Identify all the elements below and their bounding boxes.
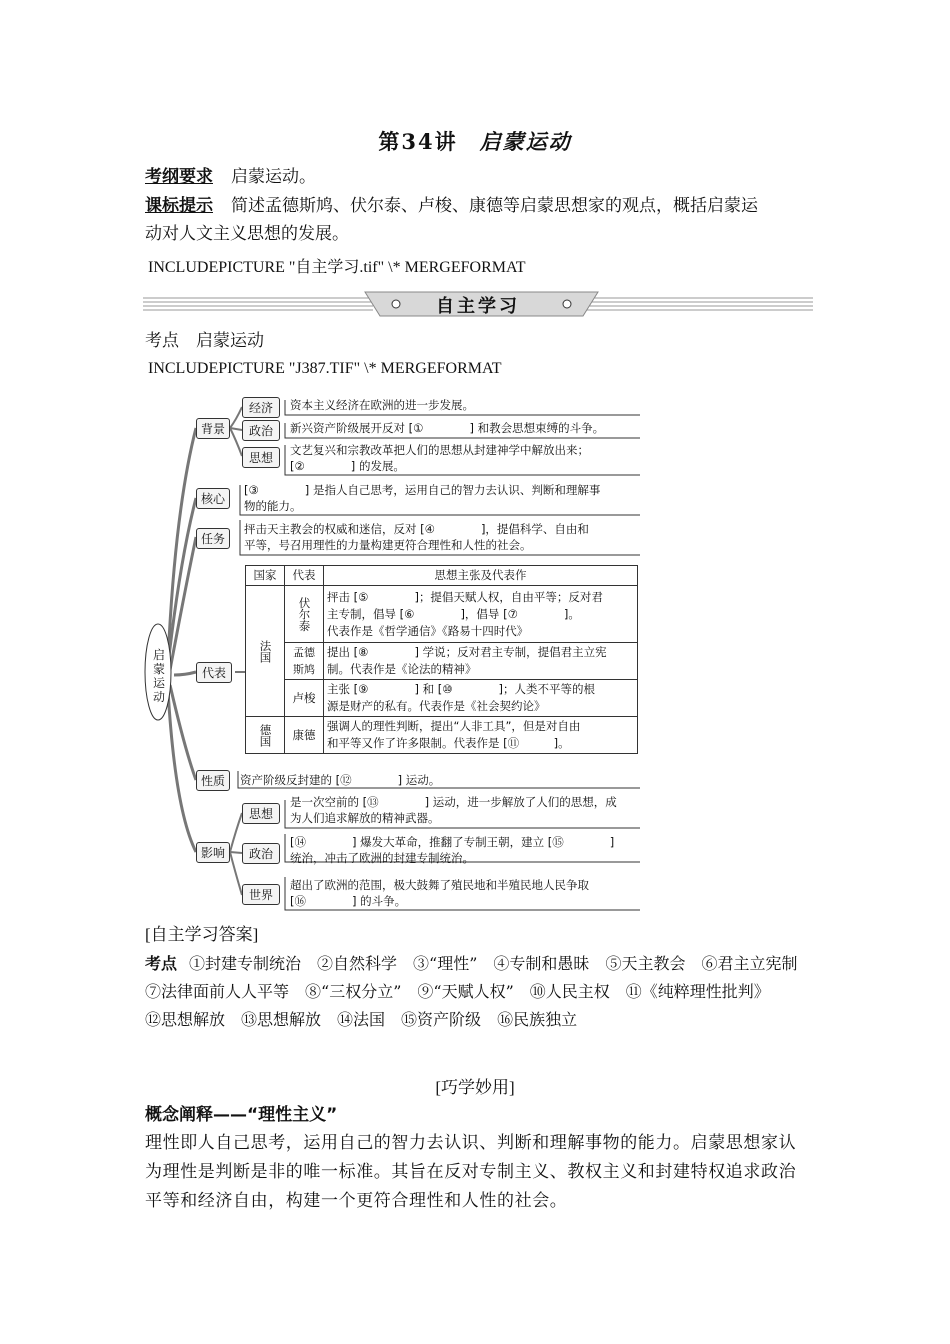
kagang-line	[145, 164, 316, 191]
montesquieu-ideas: 提出 [⑧ ] 学说；反对君主专制，提倡君主立宪 制。代表作是《论法的精神》	[324, 643, 638, 680]
hexin-text-1: [③ ] 是指人自己思考，运用自己的智力去认识、判断和理解事	[244, 483, 601, 497]
kagang-label: 考纲要求	[145, 167, 213, 187]
y-shijie-text-2: [⑯ ] 的斗争。	[290, 894, 407, 908]
rousseau-ideas: 主张 [⑨ ] 和 [⑩ ]；人类不平等的根 源是财产的私有。代表作是《社会契约论》	[324, 680, 638, 717]
node-yingxiang: 影响	[196, 842, 230, 863]
country-germany: 德国	[246, 717, 285, 754]
answers-heading: [自主学习答案]	[145, 925, 259, 944]
answer-item: ⑤天主教会	[605, 954, 686, 973]
answer-item: ②自然科学	[317, 954, 398, 973]
renwu-text-1: 抨击天主教会的权威和迷信，反对 [④ ]，提倡科学、自由和	[244, 522, 589, 536]
answer-item: ⑨“天赋人权”	[417, 982, 514, 1001]
kebiao-label: 课标提示	[145, 196, 213, 216]
includepicture-field-2: INCLUDEPICTURE "J387.TIF" \* MERGEFORMAT	[148, 360, 502, 377]
y-sixiang-text-2: 为人们追求解放的精神武器。	[290, 811, 440, 825]
xingzhi-text: 资产阶级反封建的 [⑫ ] 运动。	[240, 773, 441, 787]
answer-item: ③“理性”	[413, 954, 478, 973]
y-zhengzhi-text-2: 统治，冲击了欧洲的封建专制统治。	[290, 851, 474, 865]
renwu-text-2: 平等，号召用理性的力量构建更符合理性和人性的社会。	[244, 538, 532, 552]
answers-label: 考点	[145, 954, 178, 973]
node-renwu: 任务	[196, 528, 230, 549]
answer-item: ⑫思想解放	[145, 1010, 226, 1029]
person-rousseau: 卢梭	[285, 680, 324, 717]
node-zhengzhi: 政治	[242, 420, 280, 441]
node-y-sixiang: 思想	[242, 803, 280, 824]
y-zhengzhi-text-1: [⑭ ] 爆发大革命，推翻了专制王朝，建立 [⑮ ]	[290, 835, 615, 849]
mind-map-diagram	[140, 390, 645, 915]
sixiang-text-1: 文艺复兴和宗教改革把人们的思想从封建神学中解放出来；	[290, 443, 589, 457]
representatives-table	[245, 565, 638, 754]
country-france: 法国	[246, 586, 285, 717]
answers-list	[145, 950, 815, 1034]
gainian-label: 概念阐释——“理性主义”	[145, 1105, 338, 1125]
y-sixiang-text-1: 是一次空前的 [⑬ ] 运动，进一步解放了人们的思想，成	[290, 795, 617, 809]
node-xingzhi: 性质	[196, 770, 230, 791]
answer-item: ⑧“三权分立”	[305, 982, 402, 1001]
page-title: 第34讲 启蒙运动	[378, 129, 572, 154]
answer-item: ⑥君主立宪制	[701, 954, 798, 973]
qiaoxue-heading: [巧学妙用]	[435, 1078, 515, 1097]
node-sixiang: 思想	[242, 447, 280, 468]
sixiang-text-2: [② ] 的发展。	[290, 459, 405, 473]
hexin-text-2: 物的能力。	[244, 499, 302, 513]
person-montesquieu: 孟德斯鸠	[285, 643, 324, 680]
answer-item: ⑦法律面前人人平等	[145, 982, 290, 1001]
kebiao-text: 简述孟德斯鸠、伏尔泰、卢梭、康德等启蒙思想家的观点，概括启蒙运	[231, 196, 758, 216]
node-hexin: 核心	[196, 488, 230, 509]
jingji-text: 资本主义经济在欧洲的进一步发展。	[290, 398, 474, 412]
person-kant: 康德	[285, 717, 324, 754]
section-banner	[143, 290, 813, 318]
kebiao-line-2: 动对人文主义思想的发展。	[145, 224, 349, 244]
answer-item: ④专制和愚昧	[493, 954, 590, 973]
voltaire-ideas: 抨击 [⑤ ]；提倡天赋人权，自由平等；反对君 主专制，倡导 [⑥ ]，倡导 [⑦ ]。 代表作是《哲学通信》《路易十四时代》	[324, 586, 638, 643]
answer-item: ⑯民族独立	[497, 1010, 578, 1029]
th-ideas: 思想主张及代表作	[324, 566, 638, 586]
banner-title: 自主学习	[436, 296, 520, 317]
answer-item: ⑮资产阶级	[401, 1010, 482, 1029]
answer-item: ①封建专制统治	[189, 954, 302, 973]
node-beijing: 背景	[196, 418, 230, 439]
answer-item: ⑭法国	[337, 1010, 386, 1029]
includepicture-field-1: INCLUDEPICTURE "自主学习.tif" \* MERGEFORMAT	[148, 259, 526, 276]
person-voltaire: 伏尔泰	[285, 586, 324, 643]
answer-item: ⑪《纯粹理性批判》	[625, 982, 770, 1001]
gainian-paragraph: 理性即人自己思考，运用自己的智力去认识、判断和理解事物的能力。启蒙思想家认为理性是判断是非的唯一标准。其旨在反对专制主义、教权主义和封建特权追求政治平等和经济自由，构建一个更符合理性和人性的社会。	[145, 1133, 797, 1211]
root-node: 启蒙运动	[152, 648, 165, 704]
kant-ideas: 强调人的理性判断，提出“人非工具”，但是对自由 和平等又作了许多限制。代表作是 [⑪ ]。	[324, 717, 638, 754]
kaodian-heading: 考点 启蒙运动	[145, 331, 264, 351]
zhengzhi-text: 新兴资产阶级展开反对 [① ] 和教会思想束缚的斗争。	[290, 421, 605, 435]
node-daibiao: 代表	[196, 662, 232, 683]
answer-item: ⑩人民主权	[529, 982, 610, 1001]
kagang-text: 启蒙运动。	[231, 167, 316, 187]
node-jingji: 经济	[242, 397, 280, 418]
node-y-zhengzhi: 政治	[242, 843, 280, 864]
th-country: 国家	[246, 566, 285, 586]
kebiao-line	[145, 193, 758, 220]
node-y-shijie: 世界	[242, 884, 280, 905]
y-shijie-text-1: 超出了欧洲的范围，极大鼓舞了殖民地和半殖民地人民争取	[290, 878, 589, 892]
th-person: 代表	[285, 566, 324, 586]
answer-item: ⑬思想解放	[241, 1010, 322, 1029]
